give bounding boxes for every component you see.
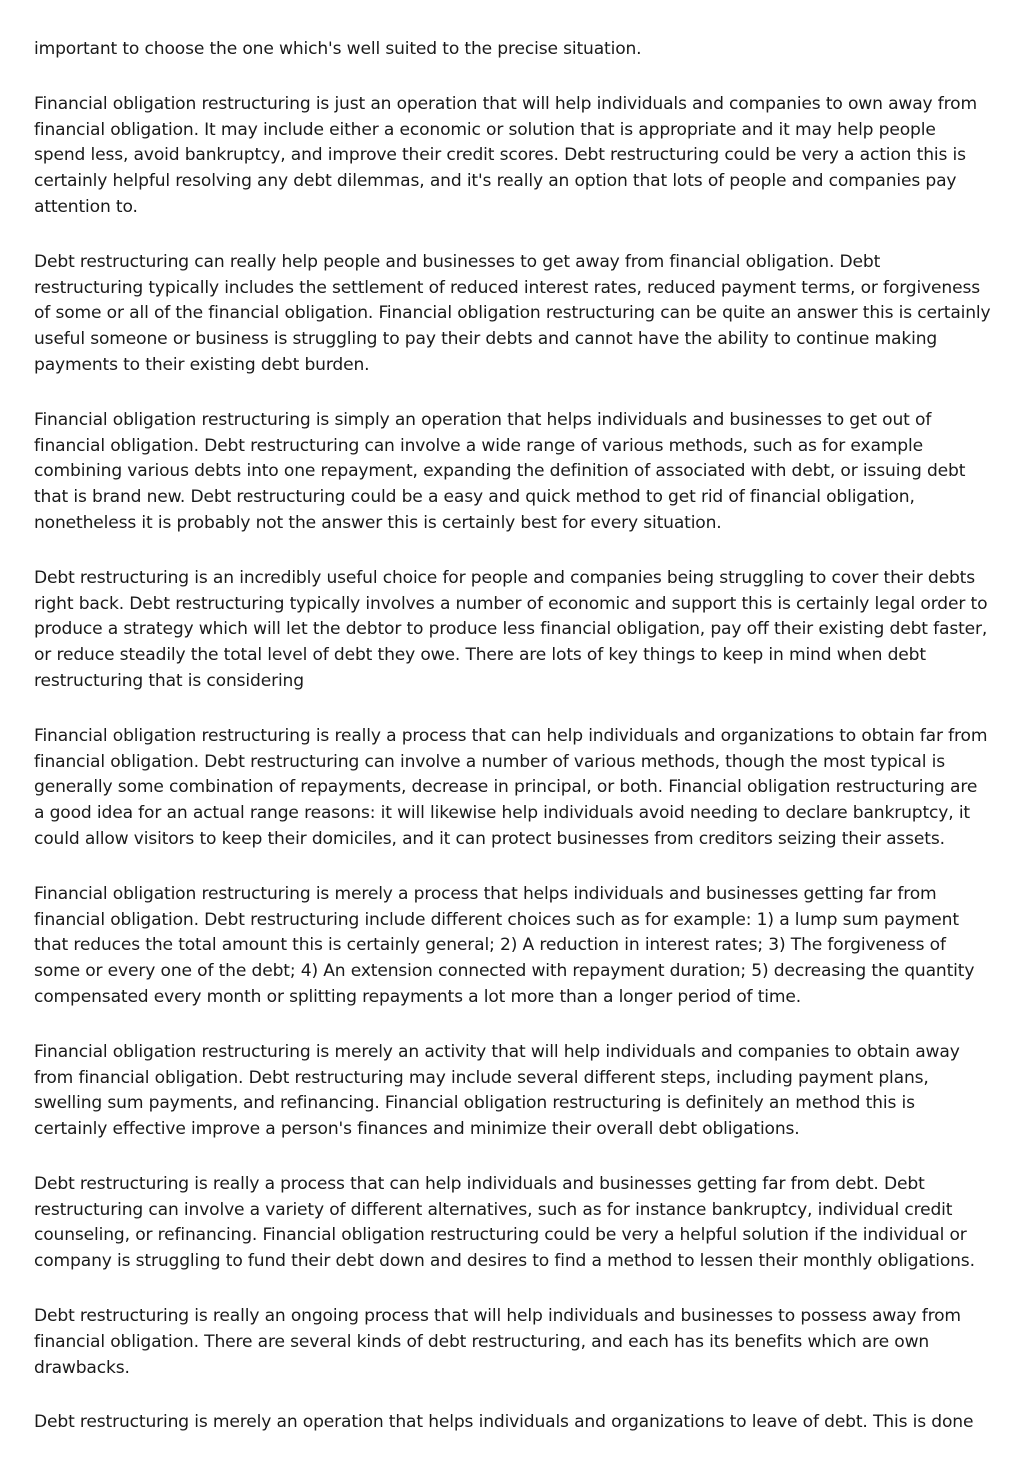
paragraph: Debt restructuring is really a process that can help individuals and businesses getting far from debt. Debt restructuring can involve a variety of different alternatives, such as for instance bankruptcy, individual credit counseling, or refinancing. Financial obligation restructuring could be very a helpful solution if the individual or company is struggling to fund their debt down and desires to find a method to lessen their monthly obligations.: [34, 1173, 975, 1272]
paragraph: Financial obligation restructuring is really a process that can help individuals and organizations to obtain far from financial obligation. Debt restructuring can involve a number of various methods, though the most typical is generally some combination of repayments, decrease in principal, or both. Financial obligation restructuring are a good idea for an actual range reasons: it will likewise help individuals avoid needing to declare bankruptcy, it could allow visitors to keep their domiciles, and it can protect businesses from creditors seizing their assets.: [34, 725, 988, 849]
paragraph: Debt restructuring can really help people and businesses to get away from financial obligation. Debt restructuring typically includes the settlement of reduced interest rates, reduced payment terms, or forgiveness of some or all of the financial obligation. Financial obligation restructuring can be quite an answer this is certainly useful someone or business is struggling to pay their debts and cannot have the ability to continue making payments to their existing debt burden.: [34, 251, 991, 375]
paragraph: Debt restructuring is really an ongoing process that will help individuals and businesses to possess away from financial obligation. There are several kinds of debt restructuring, and each has its benefits which are own drawbacks.: [34, 1306, 961, 1378]
paragraph: Financial obligation restructuring is merely a process that helps individuals and businesses getting far from financial obligation. Debt restructuring include different choices such as for example: 1) a lump sum payment that reduces the total amount this is certainly general; 2) A reduction in interest rates; 3) The forgiveness of some or every one of the debt; 4) An extension connected with repayment duration; 5) decreasing the quantity compensated every month or splitting repayments a lot more than a longer period of time.: [34, 883, 975, 1007]
paragraph: Debt restructuring is merely an operation that helps individuals and organizations to leave of debt. This is done: [34, 1412, 974, 1433]
paragraph: Financial obligation restructuring is simply an operation that helps individuals and businesses to get out of financial obligation. Debt restructuring can involve a wide range of various methods, such as for example combining various debts into one repayment, expanding the definition of associated with debt, or issuing debt that is brand new. Debt restructuring could be a easy and quick method to get rid of financial obligation, nonetheless it is probably not the answer this is certainly best for every situation.: [34, 409, 966, 533]
document-body: [34, 37, 992, 1465]
paragraph: Debt restructuring is an incredibly useful choice for people and companies being struggling to cover their debts right back. Debt restructuring typically involves a number of economic and support this is certainly legal order to produce a strategy which will let the debtor to produce less financial obligation, pay off their existing debt faster, or reduce steadily the total level of debt they owe. There are lots of key things to keep in mind when debt restructuring that is considering: [34, 567, 988, 691]
paragraph: Financial obligation restructuring is just an operation that will help individuals and companies to own away from financial obligation. It may include either a economic or solution that is appropriate and it may help people spend less, avoid bankruptcy, and improve their credit scores. Debt restructuring could be very a action this is certainly helpful resolving any debt dilemmas, and it's really an option that lots of people and companies pay attention to.: [34, 93, 977, 217]
paragraph: Financial obligation restructuring is merely an activity that will help individuals and companies to obtain away from financial obligation. Debt restructuring may include several different steps, including payment plans, swelling sum payments, and refinancing. Financial obligation restructuring is definitely an method this is certainly effective improve a person's finances and minimize their overall debt obligations.: [34, 1041, 960, 1140]
paragraph: important to choose the one which's well suited to the precise situation.: [34, 39, 642, 59]
